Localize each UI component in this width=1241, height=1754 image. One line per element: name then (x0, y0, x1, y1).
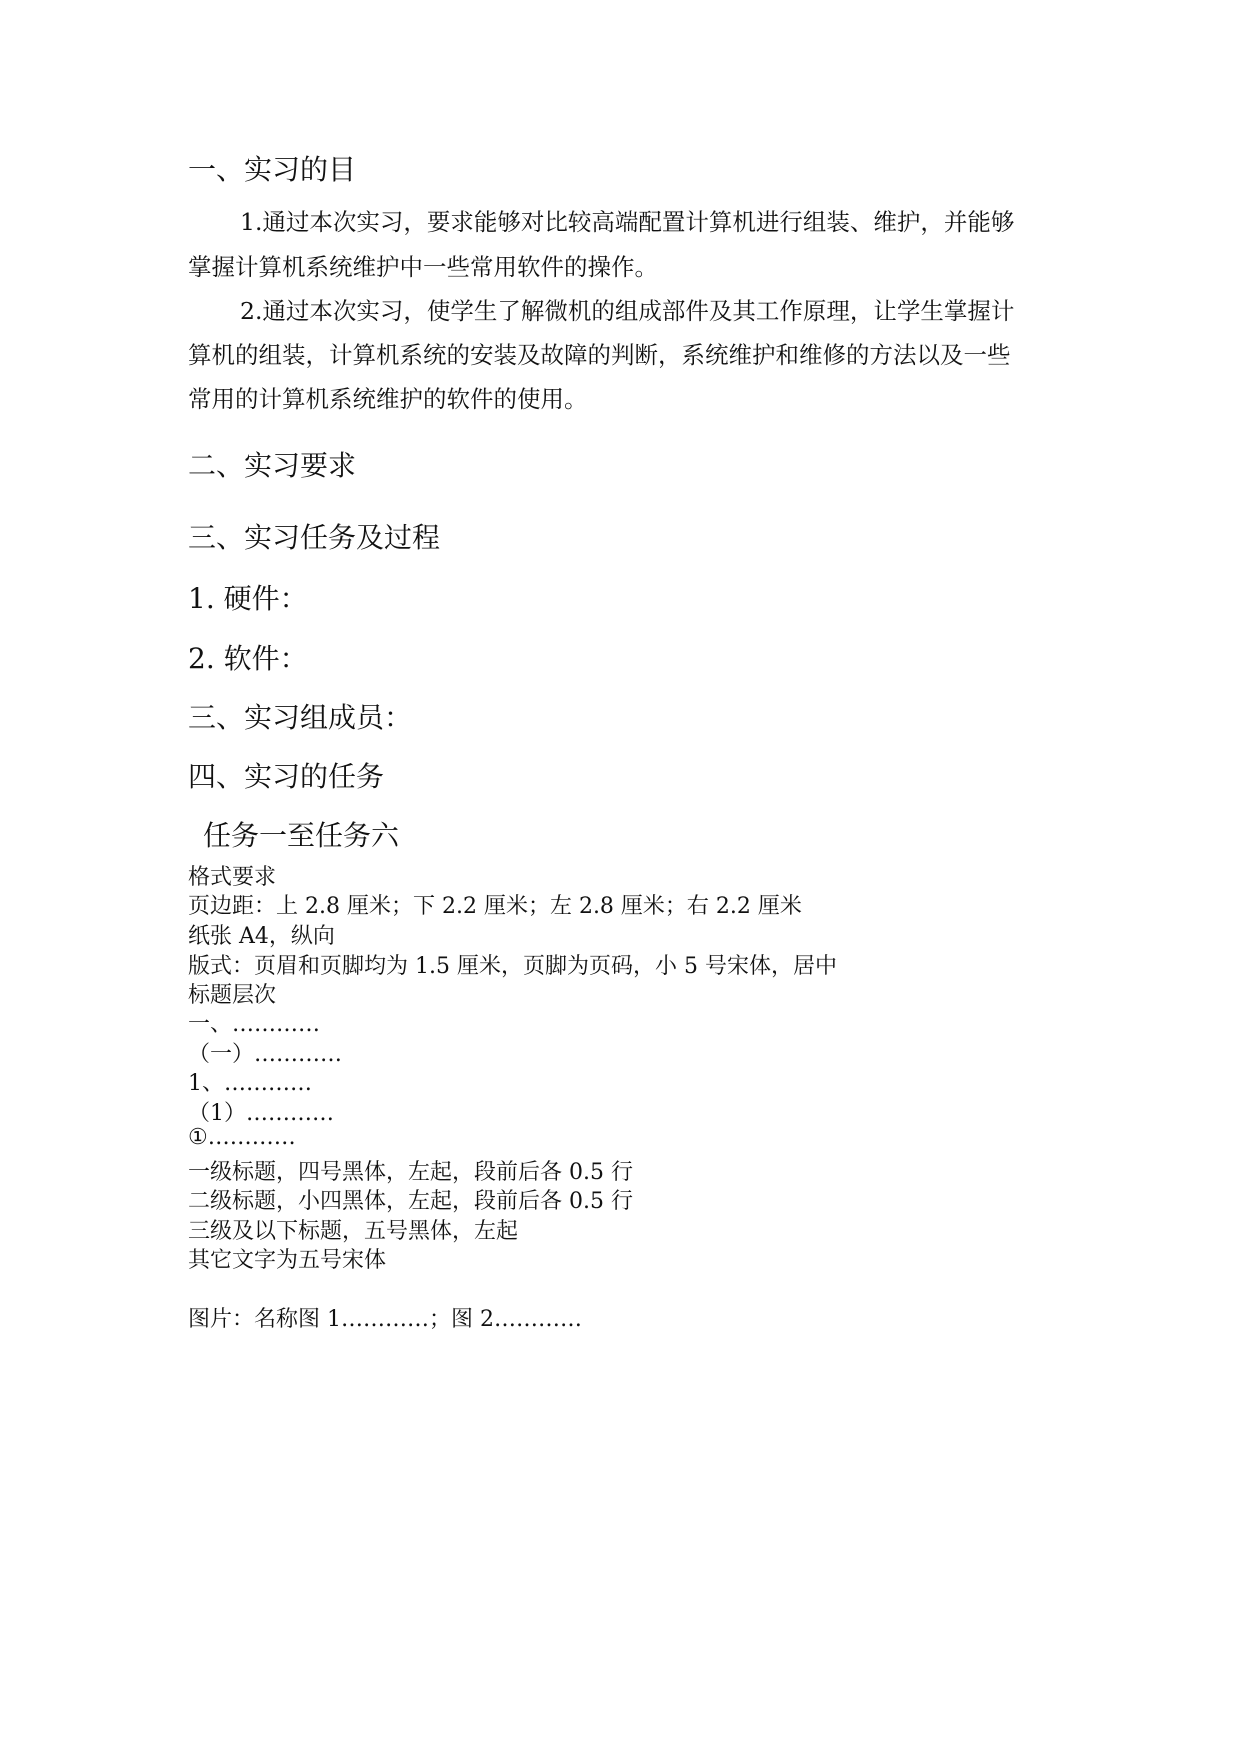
format-rule-4: 其它文字为五号宋体 (188, 1248, 387, 1273)
format-rule-1: 一级标题，四号黑体，左起，段前后各 0.5 行 (188, 1160, 633, 1185)
format-margins: 页边距：上 2.8 厘米；下 2.2 厘米；左 2.8 厘米；右 2.2 厘米 (188, 894, 802, 919)
format-level-2: （一）………… (188, 1042, 343, 1067)
paragraph-2-line-2: 算机的组装，计算机系统的安装及故障的判断，系统维护和维修的方法以及一些 (188, 341, 1011, 369)
paragraph-2-line-3: 常用的计算机系统维护的软件的使用。 (188, 385, 588, 413)
tasks-range: 任务一至任务六 (203, 819, 400, 852)
heading-requirements: 二、实习要求 (188, 449, 357, 482)
heading-internship-tasks: 四、实习的任务 (188, 760, 385, 793)
format-level-3: 1、………… (188, 1071, 312, 1096)
format-level-4: （1）………… (188, 1101, 334, 1126)
format-title: 格式要求 (188, 865, 277, 890)
heading-members: 三、实习组成员： (188, 701, 413, 734)
format-level-5: ①………… (188, 1125, 296, 1150)
heading-tasks-process: 三、实习任务及过程 (188, 521, 441, 554)
format-rule-2: 二级标题，小四黑体，左起，段前后各 0.5 行 (188, 1189, 633, 1214)
item-hardware: 1. 硬件： (188, 582, 308, 615)
format-levels-title: 标题层次 (188, 983, 277, 1008)
format-level-1: 一、………… (188, 1012, 321, 1037)
paragraph-2-line-1: 2.通过本次实习，使学生了解微机的组成部件及其工作原理，让学生掌握计 (240, 297, 1015, 325)
item-software: 2. 软件： (188, 642, 308, 675)
format-layout: 版式：页眉和页脚均为 1.5 厘米，页脚为页码，小 5 号宋体，居中 (188, 954, 837, 979)
format-paper: 纸张 A4，纵向 (188, 924, 335, 949)
paragraph-1-line-2: 掌握计算机系统维护中一些常用软件的操作。 (188, 253, 658, 281)
heading-objectives: 一、实习的目 (188, 153, 357, 186)
paragraph-1-line-1: 1.通过本次实习，要求能够对比较高端配置计算机进行组装、维护，并能够 (240, 208, 1015, 236)
format-rule-3: 三级及以下标题，五号黑体，左起 (188, 1219, 519, 1244)
format-figures: 图片：名称图 1…………；图 2………… (188, 1307, 582, 1332)
